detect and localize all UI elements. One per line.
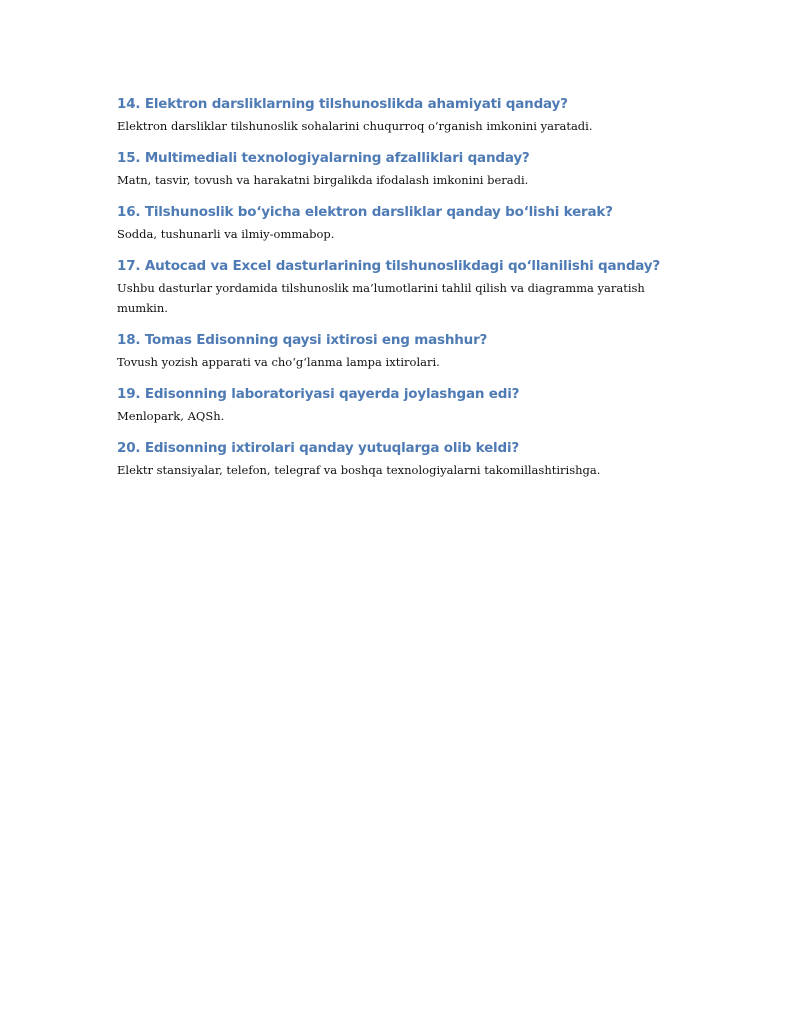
question-heading: 15. Multimediali texnologiyalarning afzalliklari qanday? [117, 150, 530, 166]
qa-item-15 [117, 148, 677, 190]
question-heading: 14. Elektron darsliklarning tilshunoslikda ahamiyati qanday? [117, 96, 568, 112]
answer-text: Matn, tasvir, tovush va harakatni birgalikda ifodalash imkonini beradi. [117, 173, 529, 187]
answer-text: Elektron darsliklar tilshunoslik sohalarini chuqurroq o‘rganish imkonini yaratadi. [117, 119, 593, 133]
qa-item-20 [117, 438, 677, 480]
qa-item-16 [117, 202, 677, 244]
answer-text: Tovush yozish apparati va cho‘g‘lanma lampa ixtirolari. [117, 355, 440, 369]
qa-item-14 [117, 94, 677, 136]
answer-text: Menlopark, AQSh. [117, 409, 225, 423]
question-heading: 19. Edisonning laboratoriyasi qayerda joylashgan edi? [117, 386, 520, 402]
answer-text: Elektr stansiyalar, telefon, telegraf va boshqa texnologiyalarni takomillashtirishga. [117, 463, 601, 477]
qa-item-17 [117, 256, 677, 318]
qa-list [117, 94, 677, 492]
qa-item-19 [117, 384, 677, 426]
question-heading: 18. Tomas Edisonning qaysi ixtirosi eng mashhur? [117, 332, 488, 348]
answer-text: Sodda, tushunarli va ilmiy-ommabop. [117, 227, 335, 241]
question-heading: 16. Tilshunoslik bo‘yicha elektron darsliklar qanday bo‘lishi kerak? [117, 204, 613, 220]
question-heading: 20. Edisonning ixtirolari qanday yutuqlarga olib keldi? [117, 440, 519, 456]
qa-item-18 [117, 330, 677, 372]
answer-text: Ushbu dasturlar yordamida tilshunoslik ma’lumotlarini tahlil qilish va diagramma yaratish mumkin. [117, 281, 645, 315]
question-heading: 17. Autocad va Excel dasturlarining tilshunoslikdagi qo‘llanilishi qanday? [117, 258, 661, 274]
